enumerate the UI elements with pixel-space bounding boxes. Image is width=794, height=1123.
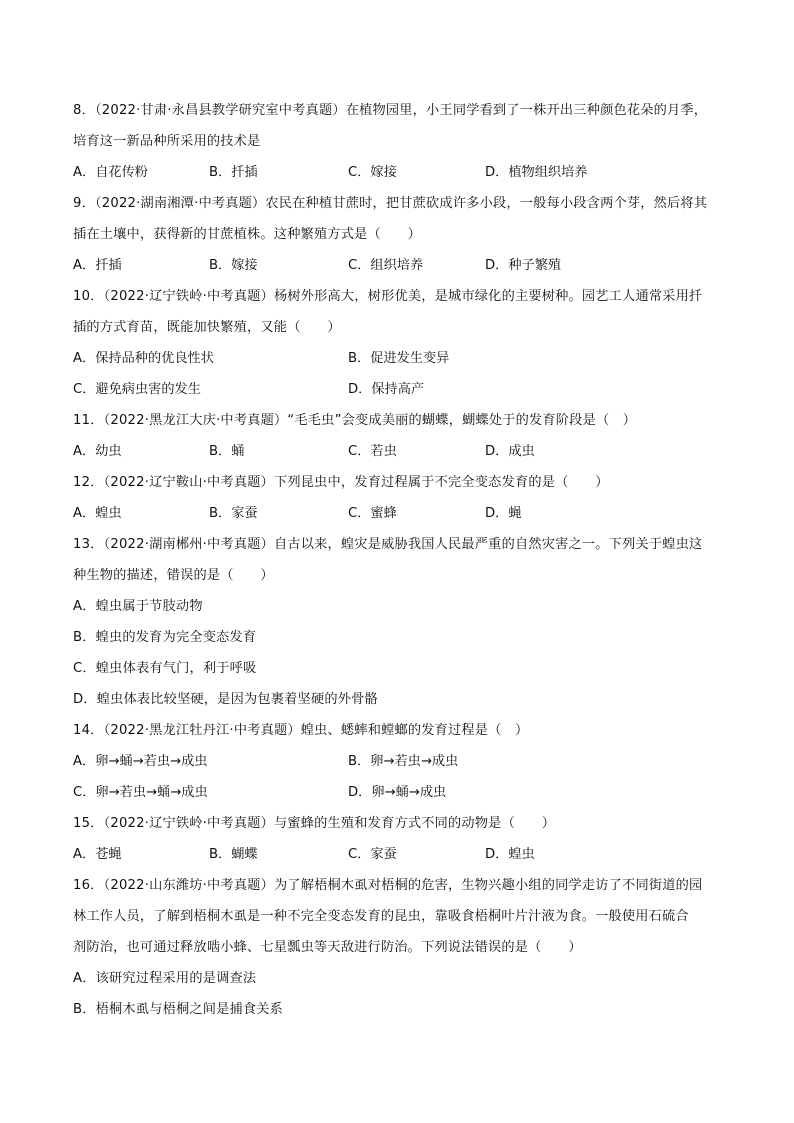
question-9-line-2: 插在土壤中，获得新的甘蔗植株。这种繁殖方式是（ ） [73, 227, 422, 242]
option-d: D．蝇 [485, 506, 522, 521]
question-8-line-1: 8．（2022·甘肃·永昌县教学研究室中考真题）在植物园里，小王同学看到了一株开出三种颜色花朵的月季， [73, 103, 708, 118]
option-a: A．幼虫 [73, 444, 122, 459]
question-9-line-1: 9．（2022·湖南湘潭·中考真题）农民在种植甘蔗时，把甘蔗砍成许多小段，一般每小段含两个芽，然后将其 [73, 196, 708, 211]
question-13-line-1: 13．（2022·湖南郴州·中考真题）自古以来，蝗灾是威胁我国人民最严重的自然灾害之一。下列关于蝗虫这 [73, 537, 703, 552]
option-a: A．保持品种的优良性状 [73, 351, 214, 366]
question-13-line-2: 种生物的描述，错误的是（ ） [73, 568, 274, 583]
question-11-line-1: 11．（2022·黑龙江大庆·中考真题）“毛毛虫”会变成美丽的蝴蝶，蝴蝶处于的发育阶段是（ ） [73, 413, 637, 428]
option-c: C．家蚕 [348, 847, 397, 862]
question-16-option-b: B．梧桐木虱与梧桐之间是捕食关系 [73, 1002, 284, 1017]
option-a: A．卵→蛹→若虫→成虫 [73, 754, 208, 769]
option-d: D．种子繁殖 [485, 258, 562, 273]
question-13-option-d: D．蝗虫体表比较坚硬，是因为包裹着坚硬的外骨骼 [73, 692, 378, 707]
option-b: B．嫁接 [209, 258, 258, 273]
option-b: B．扦插 [209, 165, 258, 180]
option-d: D．成虫 [485, 444, 535, 459]
option-c: C．组织培养 [348, 258, 424, 273]
question-13-option-a: A．蝗虫属于节肢动物 [73, 599, 203, 614]
option-a: A．扦插 [73, 258, 122, 273]
option-c: C．蜜蜂 [348, 506, 397, 521]
option-a: A．自花传粉 [73, 165, 148, 180]
option-d: D．保持高产 [348, 382, 425, 397]
option-c: C．卵→若虫→蛹→成虫 [73, 785, 208, 800]
question-16-line-2: 林工作人员，了解到梧桐木虱是一种不完全变态发育的昆虫，靠吸食梧桐叶片汁液为食。一般使用石硫合 [73, 909, 689, 924]
question-16-line-1: 16．（2022·山东潍坊·中考真题）为了解梧桐木虱对梧桐的危害，生物兴趣小组的同学走访了不同街道的园 [73, 878, 703, 893]
option-b: B．蝴蝶 [209, 847, 258, 862]
option-d: D．蝗虫 [485, 847, 535, 862]
question-14-line-1: 14．（2022·黑龙江牡丹江·中考真题）蝗虫、蟋蟀和螳螂的发育过程是（ ） [73, 723, 529, 738]
question-10-line-2: 插的方式育苗，既能加快繁殖，又能（ ） [73, 320, 341, 335]
question-13-option-b: B．蝗虫的发育为完全变态发育 [73, 630, 257, 645]
option-a: A．苍蝇 [73, 847, 122, 862]
option-c: C．嫁接 [348, 165, 397, 180]
question-16-line-3: 剂防治，也可通过释放啮小蜂、七星瓢虫等天敌进行防治。下列说法错误的是（ ） [73, 940, 582, 955]
option-a: A．蝗虫 [73, 506, 122, 521]
question-10-line-1: 10．（2022·辽宁铁岭·中考真题）杨树外形高大，树形优美，是城市绿化的主要树种。园艺工人通常采用扦 [73, 289, 703, 304]
question-16-option-a: A．该研究过程采用的是调查法 [73, 971, 257, 986]
option-d: D．卵→蛹→成虫 [348, 785, 447, 800]
option-c: C．若虫 [348, 444, 397, 459]
option-b: B．促进发生变异 [348, 351, 450, 366]
option-b: B．家蚕 [209, 506, 258, 521]
question-8-line-2: 培育这一新品种所采用的技术是 [73, 134, 261, 149]
question-13-option-c: C．蝗虫体表有气门，利于呼吸 [73, 661, 257, 676]
option-d: D．植物组织培养 [485, 165, 588, 180]
question-12-line-1: 12．（2022·辽宁鞍山·中考真题）下列昆虫中，发育过程属于不完全变态发育的是（ ） [73, 475, 609, 490]
option-b: B．卵→若虫→成虫 [348, 754, 459, 769]
option-b: B．蛹 [209, 444, 245, 459]
question-15-line-1: 15．（2022·辽宁铁岭·中考真题）与蜜蜂的生殖和发育方式不同的动物是（ ） [73, 816, 556, 831]
option-c: C．避免病虫害的发生 [73, 382, 201, 397]
